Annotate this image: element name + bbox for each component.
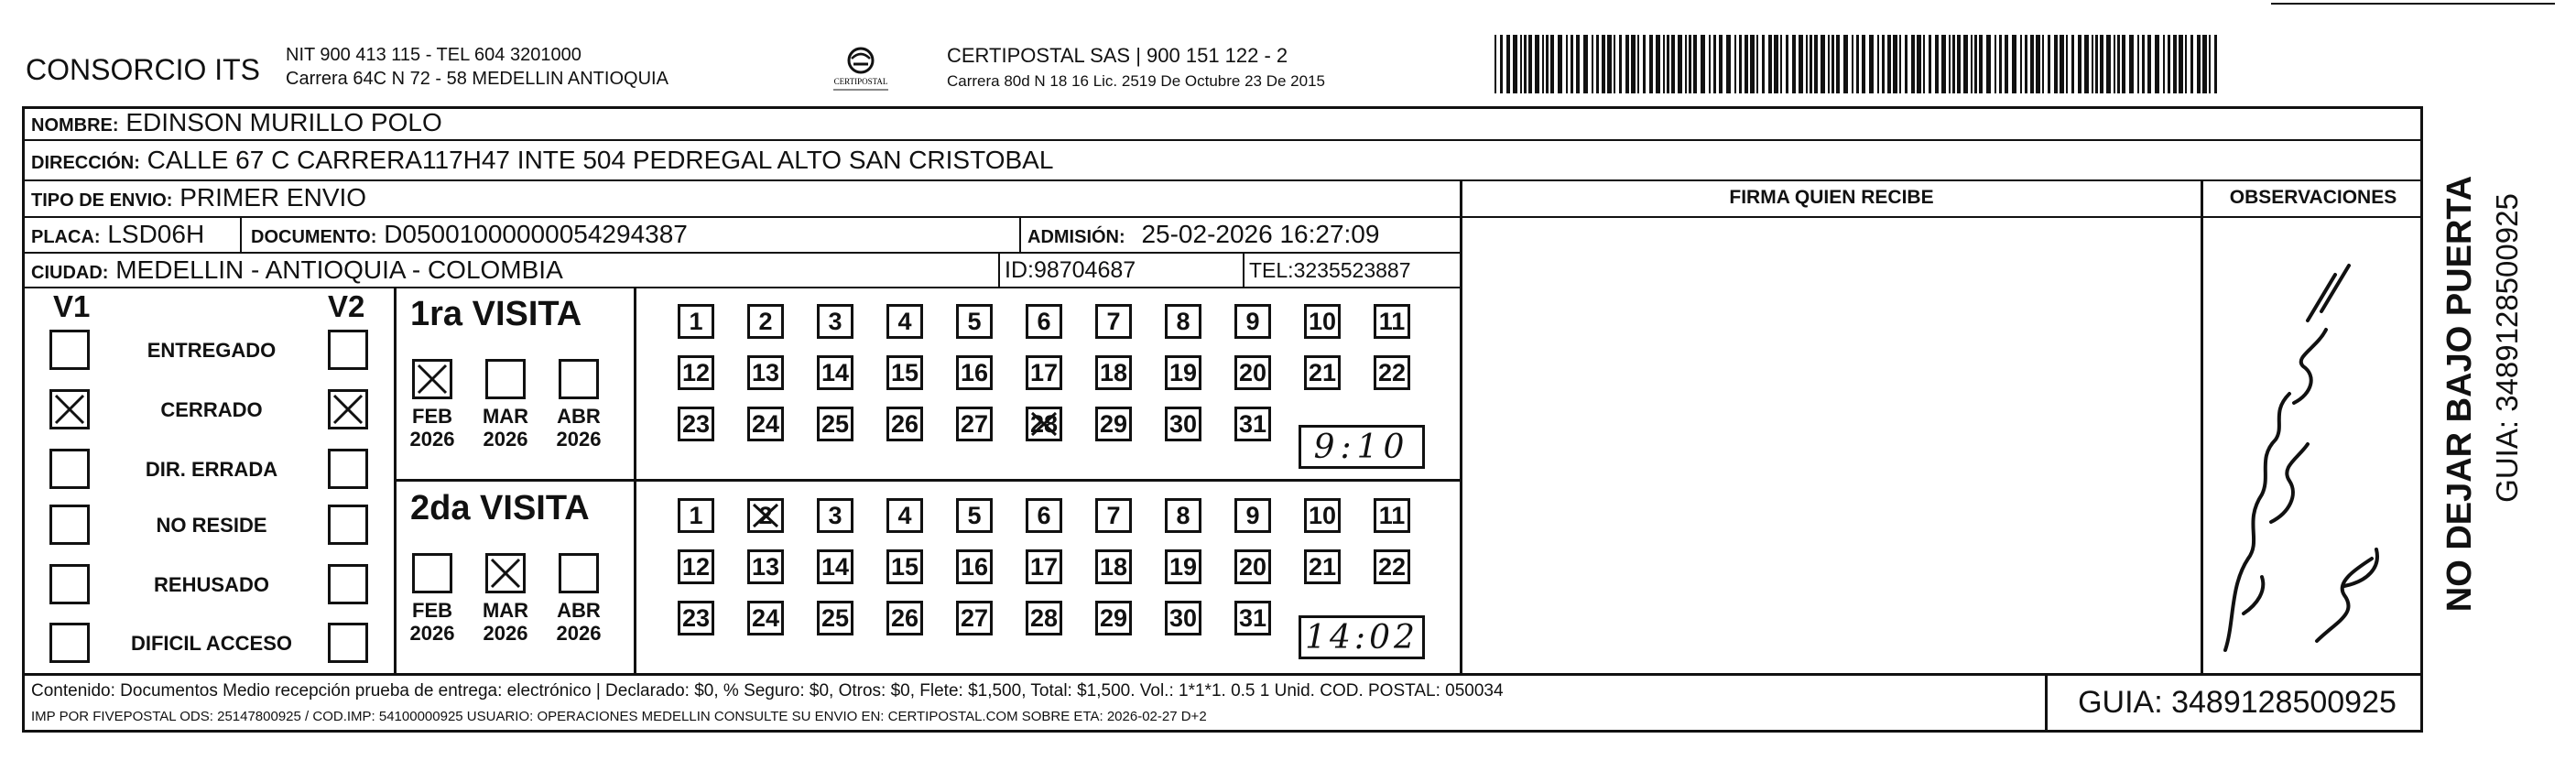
- admision-row: [1027, 216, 1379, 255]
- day-box: 7: [1095, 498, 1132, 533]
- barcode-bar: [1974, 35, 1977, 93]
- direccion-value: CALLE 67 C CARRERA117H47 INTE 504 PEDREGAL ALTO SAN CRISTOBAL: [147, 146, 1054, 174]
- day-box: 8: [1165, 304, 1201, 339]
- barcode-bar: [1877, 35, 1879, 93]
- barcode-bar: [1631, 35, 1636, 93]
- barcode-bar: [1667, 35, 1669, 93]
- barcode-bar: [1643, 35, 1646, 93]
- certipostal-logo-icon: [815, 40, 907, 95]
- barcode-bar: [2060, 35, 2064, 93]
- barcode-bar: [1929, 35, 1931, 93]
- barcode-bar: [1678, 35, 1682, 93]
- day-box: 12: [678, 549, 714, 584]
- barcode-bar: [2030, 35, 2034, 93]
- barcode-bar: [1911, 35, 1915, 93]
- barcode-bar: [1649, 35, 1653, 93]
- day-box: 29: [1095, 407, 1132, 441]
- barcode-bar: [1786, 35, 1788, 93]
- day-box: 30: [1165, 601, 1201, 635]
- barcode-bar: [1671, 35, 1675, 93]
- day-box: 31: [1234, 407, 1271, 441]
- barcode-bar: [1607, 35, 1612, 93]
- barcode-bar: [2129, 35, 2134, 93]
- status-v1-checkbox: [49, 505, 90, 545]
- cert-title: CERTIPOSTAL SAS | 900 151 122 - 2: [947, 44, 1288, 67]
- month-checkbox: [485, 553, 526, 593]
- day-box: 5: [956, 304, 993, 339]
- day-box: 24: [747, 601, 784, 635]
- barcode-bar: [1923, 35, 1925, 93]
- day-box: 22: [1374, 549, 1410, 584]
- id-value: ID:98704687: [1005, 257, 1136, 283]
- status-label: DIFICIL ACCESO: [130, 632, 292, 655]
- barcode-bar: [1719, 35, 1723, 93]
- row-line: [22, 673, 2423, 676]
- barcode-bar: [2042, 35, 2044, 93]
- month-year: 2026: [409, 622, 455, 645]
- day-box: 27: [956, 601, 993, 635]
- barcode-bar: [1693, 35, 1697, 93]
- visit2-time-value: 14:02: [1305, 619, 1418, 657]
- barcode-bar: [2054, 35, 2058, 93]
- status-label: REHUSADO: [154, 573, 269, 596]
- barcode-bar: [1550, 35, 1554, 93]
- nombre-label: NOMBRE:: [31, 115, 119, 136]
- check-x-icon: [750, 501, 781, 530]
- barcode-bar: [2092, 35, 2093, 93]
- barcode-bar: [2179, 35, 2183, 93]
- tel-value: TEL:3235523887: [1249, 258, 1411, 282]
- day-box: 19: [1165, 355, 1201, 390]
- barcode-bar: [2100, 35, 2103, 93]
- barcode-bar: [1495, 35, 1496, 93]
- day-box: 21: [1304, 549, 1341, 584]
- barcode-bar: [1750, 35, 1755, 93]
- day-box: 10: [1304, 304, 1341, 339]
- barcode-bar: [1571, 35, 1573, 93]
- barcode-bar: [1774, 35, 1778, 93]
- status-v1-checkbox: [49, 389, 90, 429]
- footer-guia: GUIA: 3489128500925: [2078, 685, 2397, 720]
- barcode-bar: [2048, 35, 2050, 93]
- day-box: 4: [886, 304, 923, 339]
- barcode-bar: [1905, 35, 1908, 93]
- direccion-row: [31, 142, 1053, 181]
- status-label: CERRADO: [160, 398, 263, 421]
- nombre-value: EDINSON MURILLO POLO: [125, 108, 442, 136]
- barcode-bar: [1828, 35, 1830, 93]
- cert-address: Carrera 80d N 18 16 Lic. 2519 De Octubre 23 De 2015: [947, 72, 1325, 90]
- day-box: 3: [817, 498, 853, 533]
- day-box: 15: [886, 355, 923, 390]
- check-x-icon: [331, 392, 365, 427]
- tipo-envio-value: PRIMER ENVIO: [179, 183, 367, 212]
- firma-header: FIRMA QUIEN RECIBE: [1729, 187, 1934, 208]
- month-checkbox: [412, 553, 452, 593]
- barcode-bar: [1814, 35, 1818, 93]
- month-label: ABR: [557, 599, 601, 622]
- visit2-time: [1299, 615, 1425, 659]
- day-box: 16: [956, 355, 993, 390]
- col-line: [634, 287, 636, 674]
- barcode-bar: [1917, 35, 1921, 93]
- day-box: 18: [1095, 549, 1132, 584]
- day-box: 31: [1234, 601, 1271, 635]
- barcode-bar: [1887, 35, 1891, 93]
- barcode-bar: [1893, 35, 1897, 93]
- day-box: 2: [747, 498, 784, 533]
- check-x-icon: [1028, 409, 1060, 439]
- barcode-bar: [1862, 35, 1865, 93]
- v2-label: V2: [328, 289, 365, 323]
- barcode: [1495, 35, 2223, 93]
- barcode-bar: [1882, 35, 1885, 93]
- barcode-bar: [2025, 35, 2027, 93]
- day-box: 15: [886, 549, 923, 584]
- barcode-bar: [2078, 35, 2081, 93]
- month-year: 2026: [483, 428, 528, 451]
- day-box: 24: [747, 407, 784, 441]
- day-box: 19: [1165, 549, 1201, 584]
- nombre-row: [31, 104, 442, 144]
- observaciones-header: OBSERVACIONES: [2229, 187, 2397, 208]
- placa-value: LSD06H: [107, 220, 205, 248]
- day-box: 26: [886, 601, 923, 635]
- month-label: MAR: [482, 405, 529, 428]
- barcode-bar: [1513, 35, 1517, 93]
- barcode-bar: [1535, 35, 1539, 93]
- barcode-bar: [1701, 35, 1705, 93]
- barcode-bar: [1596, 35, 1599, 93]
- side-guia: GUIA: 3489128500925: [2490, 193, 2524, 503]
- day-box: 29: [1095, 601, 1132, 635]
- barcode-bar: [1528, 35, 1532, 93]
- day-box: 4: [886, 498, 923, 533]
- barcode-bar: [2168, 35, 2170, 93]
- admision-value: 25-02-2026 16:27:09: [1141, 220, 1380, 248]
- barcode-bar: [2209, 35, 2211, 93]
- month-label: FEB: [412, 599, 452, 622]
- barcode-bar: [1780, 35, 1782, 93]
- direccion-label: DIRECCIÓN:: [31, 153, 140, 173]
- day-box: 18: [1095, 355, 1132, 390]
- barcode-bar: [1821, 35, 1825, 93]
- day-box: 1: [678, 498, 714, 533]
- barcode-bar: [1739, 35, 1742, 93]
- barcode-bar: [1592, 35, 1593, 93]
- month-label: ABR: [557, 405, 601, 428]
- placa-label: PLACA:: [31, 227, 101, 247]
- barcode-bar: [2173, 35, 2177, 93]
- status-label: NO RESIDE: [156, 514, 267, 537]
- placa-row: [31, 216, 204, 255]
- day-box: 9: [1234, 498, 1271, 533]
- company-address: Carrera 64C N 72 - 58 MEDELLIN ANTIOQUIA: [286, 69, 668, 89]
- day-box: 3: [817, 304, 853, 339]
- day-box: 20: [1234, 355, 1271, 390]
- barcode-bar: [1726, 35, 1731, 93]
- day-box: 8: [1165, 498, 1201, 533]
- barcode-bar: [1663, 35, 1665, 93]
- status-v1-checkbox: [49, 623, 90, 663]
- status-v2-checkbox: [328, 330, 368, 370]
- barcode-bar: [2095, 35, 2098, 93]
- day-box: 6: [1026, 304, 1062, 339]
- barcode-bar: [1583, 35, 1588, 93]
- barcode-bar: [2071, 35, 2074, 93]
- day-box: 27: [956, 407, 993, 441]
- day-box: 25: [817, 601, 853, 635]
- check-x-icon: [488, 556, 523, 591]
- barcode-bar: [1558, 35, 1562, 93]
- side-notice: NO DEJAR BAJO PUERTA: [2440, 175, 2479, 613]
- month-year: 2026: [409, 428, 455, 451]
- barcode-bar: [1994, 35, 1996, 93]
- day-box: 9: [1234, 304, 1271, 339]
- month-year: 2026: [483, 622, 528, 645]
- day-box: 28: [1026, 407, 1062, 441]
- ciudad-value: MEDELLIN - ANTIOQUIA - COLOMBIA: [115, 255, 563, 284]
- footer-line1: Contenido: Documentos Medio recepción prueba de entrega: electrónico | Declarado: $0, % Seguro: $0, Otros: $0, Flete: $1,500, Total: $1,500. Vol.: 1*1*1. 0.5 1 Unid. COD. POSTAL: 050034: [31, 681, 1504, 701]
- col-line: [998, 252, 1000, 288]
- barcode-bar: [1685, 35, 1687, 93]
- barcode-bar: [1949, 35, 1951, 93]
- barcode-bar: [1689, 35, 1691, 93]
- barcode-bar: [2155, 35, 2159, 93]
- status-v2-checkbox: [328, 449, 368, 489]
- admision-label: ADMISIÓN:: [1027, 227, 1125, 247]
- barcode-bar: [1762, 35, 1765, 93]
- barcode-bar: [2197, 35, 2201, 93]
- visit1-title: 1ra VISITA: [410, 295, 582, 333]
- day-box: 11: [1374, 498, 1410, 533]
- barcode-bar: [1941, 35, 1946, 93]
- ciudad-label: CIUDAD:: [31, 263, 109, 283]
- barcode-bar: [1810, 35, 1812, 93]
- barcode-bar: [1546, 35, 1549, 93]
- barcode-bar: [1656, 35, 1660, 93]
- day-box: 11: [1374, 304, 1410, 339]
- barcode-bar: [1999, 35, 2002, 93]
- barcode-bar: [1836, 35, 1840, 93]
- col-line: [1019, 216, 1021, 253]
- day-box: 6: [1026, 498, 1062, 533]
- documento-label: DOCUMENTO:: [251, 227, 377, 247]
- barcode-bar: [1614, 35, 1615, 93]
- col-line: [1460, 179, 1462, 674]
- barcode-bar: [2066, 35, 2068, 93]
- day-box: 22: [1374, 355, 1410, 390]
- check-x-icon: [52, 392, 87, 427]
- footer-line2: IMP POR FIVEPOSTAL ODS: 25147800925 / COD.IMP: 54100000925 USUARIO: OPERACIONES MEDELLIN CONSULTE SU ENVIO EN: CERTIPOSTAL.COM SOBRE ETA: 2026-02-27 D+2: [31, 709, 1207, 724]
- day-box: 14: [817, 549, 853, 584]
- month-checkbox: [485, 359, 526, 399]
- day-box: 16: [956, 549, 993, 584]
- barcode-bar: [1799, 35, 1803, 93]
- day-box: 23: [678, 601, 714, 635]
- row-line: [394, 479, 1460, 482]
- v1-label: V1: [53, 289, 91, 323]
- day-box: 7: [1095, 304, 1132, 339]
- handwritten-signature: [2207, 220, 2419, 668]
- day-box: 5: [956, 498, 993, 533]
- barcode-bar: [1506, 35, 1510, 93]
- barcode-bar: [1566, 35, 1568, 93]
- barcode-bar: [1957, 35, 1961, 93]
- barcode-bar: [1979, 35, 1983, 93]
- barcode-bar: [1756, 35, 1758, 93]
- month-checkbox: [559, 359, 599, 399]
- day-box: 25: [817, 407, 853, 441]
- status-v1-checkbox: [49, 564, 90, 604]
- barcode-bar: [1625, 35, 1629, 93]
- barcode-bar: [2106, 35, 2111, 93]
- day-box: 10: [1304, 498, 1341, 533]
- col-line: [394, 287, 397, 674]
- day-box: 17: [1026, 549, 1062, 584]
- barcode-bar: [2190, 35, 2193, 93]
- barcode-bar: [2163, 35, 2165, 93]
- visit1-time: [1299, 425, 1425, 469]
- barcode-bar: [1709, 35, 1711, 93]
- barcode-bar: [2202, 35, 2207, 93]
- barcode-bar: [1520, 35, 1522, 93]
- barcode-bar: [2084, 35, 2089, 93]
- status-label: DIR. ERRADA: [145, 458, 278, 481]
- barcode-bar: [1602, 35, 1605, 93]
- day-box: 20: [1234, 549, 1271, 584]
- status-label: ENTREGADO: [147, 339, 277, 362]
- barcode-bar: [1500, 35, 1503, 93]
- month-label: MAR: [482, 599, 529, 622]
- day-box: 13: [747, 549, 784, 584]
- barcode-bar: [2117, 35, 2120, 93]
- barcode-bar: [2005, 35, 2008, 93]
- barcode-bar: [1963, 35, 1968, 93]
- month-label: FEB: [412, 405, 452, 428]
- barcode-bar: [2137, 35, 2139, 93]
- barcode-bar: [1935, 35, 1939, 93]
- col-line: [2045, 673, 2048, 733]
- visit1-time-value: 9:10: [1313, 429, 1410, 466]
- barcode-bar: [1986, 35, 1991, 93]
- barcode-bar: [1542, 35, 1544, 93]
- barcode-bar: [1852, 35, 1853, 93]
- month-year: 2026: [556, 622, 602, 645]
- status-v2-checkbox: [328, 623, 368, 663]
- barcode-bar: [2185, 35, 2187, 93]
- month-checkbox: [412, 359, 452, 399]
- col-line: [2201, 179, 2203, 674]
- status-v1-checkbox: [49, 330, 90, 370]
- status-v2-checkbox: [328, 505, 368, 545]
- day-box: 17: [1026, 355, 1062, 390]
- day-box: 30: [1165, 407, 1201, 441]
- day-box: 28: [1026, 601, 1062, 635]
- month-checkbox: [559, 553, 599, 593]
- logo-text: CERTIPOSTAL: [833, 77, 888, 86]
- barcode-bar: [1971, 35, 1973, 93]
- barcode-bar: [2012, 35, 2016, 93]
- nit-phone: NIT 900 413 115 - TEL 604 3201000: [286, 45, 582, 65]
- tipo-envio-label: TIPO DE ENVIO:: [31, 190, 173, 211]
- top-rule: [2271, 3, 2555, 5]
- day-box: 21: [1304, 355, 1341, 390]
- barcode-bar: [1576, 35, 1580, 93]
- col-line: [1243, 252, 1245, 288]
- day-box: 14: [817, 355, 853, 390]
- barcode-bar: [2142, 35, 2145, 93]
- barcode-bar: [1734, 35, 1736, 93]
- barcode-bar: [1952, 35, 1955, 93]
- barcode-bar: [1899, 35, 1901, 93]
- barcode-bar: [1869, 35, 1874, 93]
- documento-value: D05001000000054294387: [384, 220, 688, 248]
- day-box: 2: [747, 304, 784, 339]
- day-box: 13: [747, 355, 784, 390]
- barcode-bar: [1792, 35, 1796, 93]
- status-v2-checkbox: [328, 564, 368, 604]
- tipo-envio-row: [31, 179, 366, 219]
- month-year: 2026: [556, 428, 602, 451]
- barcode-bar: [1524, 35, 1527, 93]
- day-box: 23: [678, 407, 714, 441]
- brand-name: CONSORCIO ITS: [26, 53, 261, 86]
- day-box: 1: [678, 304, 714, 339]
- day-box: 26: [886, 407, 923, 441]
- barcode-bar: [2020, 35, 2022, 93]
- visit2-title: 2da VISITA: [410, 489, 590, 527]
- col-line: [240, 216, 242, 253]
- ciudad-row: [31, 252, 563, 291]
- barcode-bar: [1768, 35, 1772, 93]
- barcode-bar: [2036, 35, 2040, 93]
- documento-row: [251, 216, 688, 255]
- barcode-bar: [1713, 35, 1716, 93]
- barcode-bar: [1806, 35, 1808, 93]
- barcode-bar: [2147, 35, 2151, 93]
- barcode-bar: [1637, 35, 1639, 93]
- day-box: 12: [678, 355, 714, 390]
- status-v1-checkbox: [49, 449, 90, 489]
- barcode-bar: [1745, 35, 1748, 93]
- status-v2-checkbox: [328, 389, 368, 429]
- barcode-bar: [2214, 35, 2217, 93]
- check-x-icon: [415, 362, 450, 396]
- barcode-bar: [1856, 35, 1859, 93]
- barcode-bar: [1831, 35, 1834, 93]
- barcode-bar: [2122, 35, 2125, 93]
- barcode-bar: [2114, 35, 2115, 93]
- barcode-bar: [1619, 35, 1622, 93]
- barcode-bar: [1843, 35, 1848, 93]
